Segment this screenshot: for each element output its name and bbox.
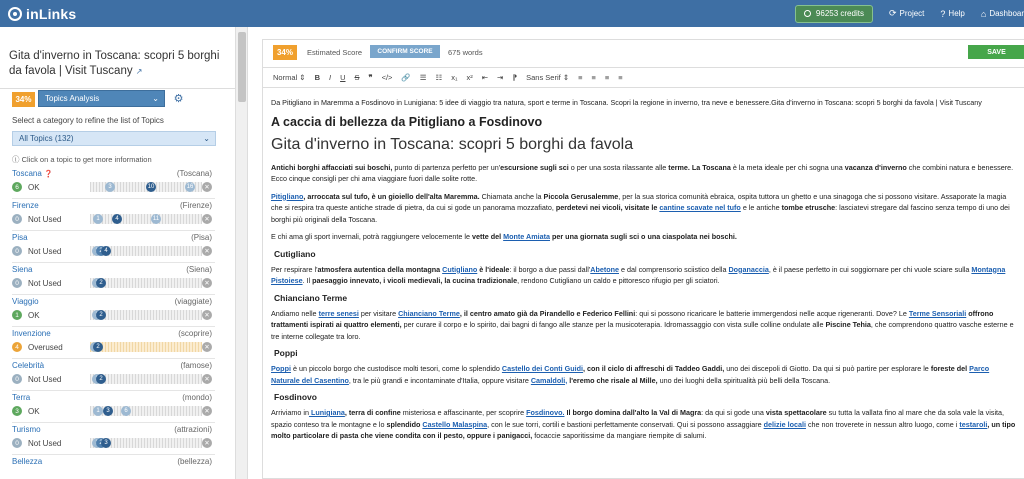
- topic-name[interactable]: Bellezza: [12, 457, 43, 466]
- topic-status: [12, 214, 61, 224]
- heading-3: Poppi: [274, 348, 298, 358]
- text-run: , arroccata sul tufo, è un gioiello dell'alta Maremma.: [303, 191, 480, 201]
- text-run: Per respirare l': [271, 264, 318, 274]
- credits-icon: [804, 10, 811, 17]
- updown-icon: ⇕: [562, 73, 570, 82]
- text-run: Andiamo nelle: [271, 308, 319, 318]
- gear-icon: ⚙: [173, 93, 184, 105]
- text-run: vette del: [471, 232, 504, 241]
- topic-name[interactable]: Pisa: [12, 233, 28, 242]
- remove-topic-icon[interactable]: ✕: [202, 214, 212, 224]
- content-link[interactable]: Fosdinovo.: [526, 408, 565, 417]
- help-icon[interactable]: ❓: [44, 171, 53, 178]
- topic-name[interactable]: Turismo: [12, 425, 41, 434]
- text-run: e le antiche: [740, 203, 782, 212]
- usage-scale: [90, 310, 202, 320]
- scale-marker: 3: [105, 182, 115, 192]
- text-run: per curare il corpo e lo spirito, dai bagni di fango alle stanze per la musicoterapia. Idromassaggio con vista sulle colline ondulate alle: [401, 320, 826, 329]
- subscript-icon[interactable]: x₁: [451, 73, 458, 82]
- scrollbar-thumb[interactable]: [238, 32, 246, 102]
- topic-name-text: Toscana: [12, 169, 42, 178]
- scale-marker: 2: [96, 310, 106, 320]
- content-link[interactable]: Terme Sensoriali: [908, 308, 967, 318]
- text-run: : qui si possono ricaricare le batterie immergendosi nelle acque rigeneranti. Dove? Le: [635, 308, 909, 318]
- nav-dashboard-label: Dashboar: [989, 9, 1024, 18]
- scale-marker: 2: [96, 374, 106, 384]
- topic-row[interactable]: [12, 295, 215, 327]
- editor-panel: [262, 39, 1024, 479]
- usage-count-badge: 0: [12, 278, 22, 288]
- usage-count-badge: 3: [12, 406, 22, 416]
- paragraph: [271, 308, 1019, 343]
- text-run: atmosfera autentica della montagna: [317, 264, 443, 274]
- scale-marker: 1: [93, 406, 103, 416]
- topic-keyword: (Toscana): [176, 169, 212, 178]
- topic-keyword: (viaggiate): [174, 297, 212, 306]
- text-run: per una giornata sugli sci o una ciaspolata nei boschi.: [550, 232, 737, 241]
- status-label: Not Used: [28, 374, 62, 384]
- divider: [0, 88, 236, 89]
- status-label: Not Used: [28, 438, 62, 448]
- blockquote-icon[interactable]: ❞: [368, 73, 373, 82]
- text-run: o per una sosta rilassante alle: [568, 162, 669, 172]
- external-link-icon[interactable]: ↗: [135, 67, 143, 76]
- inlinks-logo[interactable]: [8, 6, 76, 22]
- text-run: è l'ideale: [477, 264, 510, 274]
- bold-icon[interactable]: B: [314, 73, 320, 82]
- topic-row[interactable]: [12, 231, 215, 263]
- topic-name[interactable]: [12, 169, 53, 178]
- heading-3: Fosdinovo: [274, 392, 317, 402]
- text-run: : lasciatevi stregare dal fascino senza tempo di uno dei borghi più originali della Toscana.: [271, 203, 1010, 224]
- text-run: l'eremo che risale al Mille,: [567, 375, 658, 385]
- topic-keyword: (Firenze): [179, 201, 212, 210]
- status-label: Overused: [28, 342, 63, 352]
- status-label: Not Used: [28, 246, 62, 256]
- content-link[interactable]: Poppi: [271, 364, 291, 373]
- content-link[interactable]: Montagna Pistoiese: [271, 264, 1006, 285]
- status-label: OK: [28, 406, 40, 416]
- text-run: escursione sugli sci: [500, 162, 569, 172]
- text-run: per visitare: [358, 308, 399, 318]
- text-run: e dal comprensorio sciistico della: [619, 264, 729, 274]
- text-run: focaccie saporitissime da mangiare riempite di salumi.: [532, 431, 707, 440]
- content-link[interactable]: Castello dei Conti Guidi: [501, 364, 583, 373]
- text-run: splendido: [386, 419, 423, 429]
- topic-row[interactable]: [12, 359, 215, 391]
- paragraph: [271, 363, 1019, 386]
- usage-count-badge: 6: [12, 182, 22, 192]
- bullet-list-icon[interactable]: ☷: [435, 73, 443, 82]
- scale-marker: 3: [103, 406, 113, 416]
- align-center-icon[interactable]: ≡: [591, 73, 596, 82]
- usage-scale: [90, 214, 202, 224]
- category-select-value: All Topics (132): [19, 134, 74, 143]
- nav-help-label: Help: [948, 9, 965, 18]
- settings-gear-button[interactable]: [171, 90, 186, 107]
- topic-keyword: (scoprire): [178, 329, 212, 338]
- usage-scale: [90, 182, 202, 192]
- paragraph: [271, 231, 1019, 243]
- remove-topic-icon[interactable]: ✕: [202, 278, 212, 288]
- topic-status: [12, 246, 61, 256]
- topic-name[interactable]: Firenze: [12, 201, 39, 210]
- text-run: vacanza d'inverno: [844, 162, 907, 172]
- page-title: [9, 49, 227, 79]
- content-link[interactable]: cantine scavate nel tufo: [659, 203, 741, 212]
- content-link[interactable]: Camaldoli,: [530, 375, 568, 385]
- text-run: , tra le più grandi e incontaminate d'Italia, oppure visitare: [348, 375, 531, 385]
- font-select[interactable]: [526, 73, 569, 82]
- content-link[interactable]: terre senesi: [318, 308, 359, 318]
- content-link[interactable]: Pitigliano: [271, 191, 304, 201]
- analysis-select-label: Topics Analysis: [45, 94, 100, 103]
- text-run: che non troverete in nessun altro luogo, come i: [805, 419, 960, 429]
- paragraph: [271, 407, 1019, 442]
- text-run: paesaggio innevato, i vicoli medievali, la cucina tradizionale: [312, 276, 518, 285]
- topic-keyword: (famose): [180, 361, 212, 370]
- top-nav: [795, 0, 1024, 27]
- usage-scale: [90, 406, 202, 416]
- usage-count-badge: 1: [12, 310, 22, 320]
- heading-3: Chianciano Terme: [274, 292, 348, 303]
- text-run: vista spettacolare: [765, 408, 827, 417]
- text-run: , il centro amato già da Pirandello e Federico Fellini: [459, 308, 636, 318]
- nav-dashboard[interactable]: [981, 9, 1024, 19]
- usage-scale: [90, 374, 202, 384]
- usage-count-badge: 0: [12, 214, 22, 224]
- topic-keyword: (Pisa): [191, 233, 212, 242]
- remove-topic-icon[interactable]: ✕: [202, 310, 212, 320]
- topic-name[interactable]: Terra: [12, 393, 31, 402]
- topic-status: [12, 278, 61, 288]
- text-run: . Il: [302, 276, 313, 285]
- page-title-text: Gita d'inverno in Toscana: scopri 5 borghi da favola | Visit Tuscany: [9, 50, 220, 77]
- scale-marker: 3: [101, 438, 111, 448]
- code-icon[interactable]: </>: [381, 73, 393, 82]
- italic-icon[interactable]: I: [328, 73, 332, 82]
- word-count: 675 words: [448, 48, 483, 57]
- save-button[interactable]: SAVE: [968, 45, 1024, 59]
- heading-1: A caccia di bellezza da Pitigliano a Fosdinovo: [271, 114, 543, 129]
- score-badge: 34%: [12, 92, 35, 107]
- info-icon: ⓘ: [12, 155, 20, 164]
- content-link[interactable]: Parco Naturale del Casentino: [271, 364, 990, 385]
- analysis-select[interactable]: [38, 90, 165, 107]
- usage-scale: [90, 246, 202, 256]
- usage-count-badge: 0: [12, 246, 22, 256]
- scale-marker: 4: [112, 214, 122, 224]
- topic-status: [12, 342, 63, 352]
- text-run: , per la sua storica comunità ebraica, ospita tuttora un ghetto e una sinagoga che si possono visitare. Assaporate la magia che si respira tra queste antiche strade di pietra, da cui si gode un panorama mozzafiato,: [271, 191, 1007, 212]
- hint-label: Click on a topic to get more information: [21, 155, 152, 164]
- content-link[interactable]: Abetone: [590, 264, 619, 274]
- scale-marker: 16: [186, 184, 194, 190]
- content-link[interactable]: Monte Amiata: [503, 232, 550, 241]
- topic-row[interactable]: [12, 199, 215, 231]
- scale-marker: 2: [96, 278, 106, 288]
- usage-count-badge: 4: [12, 342, 22, 352]
- category-select[interactable]: [12, 131, 216, 146]
- status-label: Not Used: [28, 214, 62, 224]
- content-link[interactable]: Lunigiana: [308, 408, 345, 417]
- content-link[interactable]: Castello Malaspina: [422, 419, 488, 429]
- text-run: tombe etrusche: [781, 203, 836, 212]
- text-run: , con le sue torri, cortili e bastioni perfettamente conservati. Qui si possono assaggiare: [487, 419, 764, 429]
- text-direction-icon[interactable]: ⁋: [512, 73, 518, 82]
- text-run: , con il ciclo di affreschi di Taddeo Gaddi,: [583, 364, 725, 373]
- text-run: E chi ama gli sport invernali, potrà raggiungere velocemente le: [271, 232, 472, 241]
- text-run: : il borgo a due passi dall': [509, 264, 591, 274]
- text-run: Antichi borghi affacciati sui boschi,: [271, 162, 393, 172]
- topic-row[interactable]: [12, 391, 215, 423]
- superscript-icon[interactable]: x²: [466, 73, 473, 82]
- refine-label: Select a category to refine the list of Topics: [12, 116, 164, 125]
- text-run: Arriviamo in: [271, 408, 309, 417]
- text-run: , è il paese perfetto in cui soggiornare per chi vuole sciare sulla: [768, 264, 972, 274]
- text-run: , terra di confine: [344, 408, 401, 417]
- usage-count-badge: 0: [12, 438, 22, 448]
- text-run: è la meta ideale per chi sogna una: [730, 162, 845, 172]
- heading-3: Cutigliano: [274, 248, 316, 259]
- topic-keyword: (Siena): [186, 265, 212, 274]
- usage-scale: [90, 278, 202, 288]
- status-label: OK: [28, 182, 40, 192]
- text-run: è un piccolo borgo che custodisce molti tesori, come lo splendido: [290, 364, 502, 373]
- format-select-value: Normal: [273, 73, 298, 82]
- top-bar: [0, 0, 1024, 27]
- sidebar-scrollbar[interactable]: [236, 27, 248, 479]
- scale-marker: 2: [93, 342, 103, 352]
- logo-icon: [8, 7, 22, 21]
- text-run: terme.: [668, 162, 690, 172]
- remove-topic-icon[interactable]: ✕: [202, 182, 212, 192]
- text-run: su tutta la vallata fino al mare che da sola vale la visita, spazio conteso tra le montagne e lo: [271, 408, 1005, 429]
- paragraph: [271, 162, 1019, 185]
- underline-icon[interactable]: U: [340, 73, 346, 82]
- topic-row[interactable]: [12, 423, 215, 455]
- topic-row[interactable]: [12, 327, 215, 359]
- topic-keyword: (mondo): [182, 393, 212, 402]
- text-run: Piscine Tehia: [825, 320, 871, 329]
- confirm-score-button[interactable]: CONFIRM SCORE: [370, 45, 440, 58]
- usage-count-badge: 0: [12, 374, 22, 384]
- content-link[interactable]: delizie locali: [763, 419, 806, 429]
- chevron-down-icon: ⌄: [152, 94, 159, 103]
- sidebar: [0, 27, 236, 479]
- text-run: perdetevi nei vicoli, visitate le: [555, 203, 660, 212]
- app-name: inLinks: [26, 5, 77, 22]
- remove-topic-icon[interactable]: ✕: [202, 374, 212, 384]
- content-link[interactable]: Doganaccia: [728, 264, 769, 274]
- scale-marker: 1: [93, 214, 103, 224]
- paragraph: [271, 264, 1019, 287]
- nav-project-label: Project: [899, 9, 925, 18]
- outdent-icon[interactable]: ⇤: [481, 73, 489, 82]
- remove-topic-icon[interactable]: ✕: [202, 406, 212, 416]
- text-run: , rendono Cutigliano un caldo e pittoresco rifugio per gli sciatori.: [517, 276, 720, 285]
- text-run: , un tipo molto particolare di pasta che viene condita con il pesto, oppure i panigacci,: [271, 419, 1016, 440]
- topic-keyword: (attrazioni): [174, 425, 212, 434]
- text-run: offrono trattamenti ispirati ai quattro elementi,: [271, 308, 994, 329]
- heading-2: Gita d'inverno in Toscana: scopri 5 borghi da favola: [271, 135, 634, 153]
- text-run: Il borgo domina dall'alto la Val di Magra: [564, 408, 702, 417]
- topic-status: [12, 374, 61, 384]
- align-left-icon[interactable]: ≡: [578, 73, 583, 82]
- content-link[interactable]: Cutigliano: [442, 264, 478, 274]
- text-run: uno dei luoghi della spiritualità più belli della Toscana.: [657, 375, 831, 385]
- meta-description: Da Pitigliano in Maremma a Fosdinovo in Lunigiana: 5 idee di viaggio tra natura, sport e terme in Toscana. Scopri la regione in inverno, tra neve e benessere.Gita d'inverno in Toscana: scopri 5 borghi da favola | Visit Tuscany: [271, 98, 982, 107]
- text-run: che combini natura e benessere. Ecco cinque consigli per chi ama viaggiare fuori dalle solite rotte.: [271, 162, 1014, 183]
- status-label: Not Used: [28, 278, 62, 288]
- topic-row[interactable]: [12, 455, 215, 479]
- help-icon: ?: [940, 8, 946, 19]
- chevron-down-icon: ⌄: [203, 134, 210, 143]
- paragraph: [271, 191, 1019, 226]
- text-run: : da qui si gode una: [701, 408, 766, 417]
- status-label: OK: [28, 310, 40, 320]
- topic-row[interactable]: [12, 167, 215, 199]
- topic-name[interactable]: Siena: [12, 265, 33, 274]
- remove-topic-icon[interactable]: ✕: [202, 438, 212, 448]
- topic-name[interactable]: Viaggio: [12, 297, 39, 306]
- scale-marker: 11: [152, 216, 160, 222]
- text-run: foreste del: [930, 364, 970, 373]
- font-select-value: Sans Serif: [526, 73, 561, 82]
- usage-scale: [90, 438, 202, 448]
- topic-row[interactable]: [12, 263, 215, 295]
- editor-toolbar: [263, 67, 1024, 88]
- scale-marker: 4: [101, 246, 111, 256]
- format-select[interactable]: [273, 73, 306, 82]
- estimated-score-label: Estimated Score: [307, 48, 363, 57]
- remove-topic-icon[interactable]: ✕: [202, 342, 212, 352]
- nav-help[interactable]: [940, 9, 964, 19]
- strikethrough-icon[interactable]: S: [354, 73, 360, 82]
- editor-content[interactable]: [271, 97, 1019, 448]
- estimated-score-badge: 34%: [273, 45, 297, 60]
- link-icon[interactable]: 🔗: [401, 73, 411, 82]
- updown-icon: ⇕: [299, 73, 306, 82]
- content-link[interactable]: testaroli: [959, 419, 988, 429]
- scale-marker: 10: [147, 184, 155, 190]
- topic-status: [12, 182, 40, 192]
- topic-status: [12, 438, 61, 448]
- text-run: uno dei discepoli di Giotto. Da qui si può partire per esplorare le: [724, 364, 931, 373]
- topic-name[interactable]: Celebrità: [12, 361, 45, 370]
- text-run: misteriosa e affascinante, per scoprire: [400, 408, 527, 417]
- topic-name[interactable]: Invenzione: [12, 329, 51, 338]
- hint-text: [12, 154, 152, 165]
- credits-label: 96253 credits: [815, 9, 864, 18]
- refresh-icon: ⟳: [888, 8, 897, 18]
- align-right-icon[interactable]: ≡: [604, 73, 610, 82]
- remove-topic-icon[interactable]: ✕: [202, 246, 212, 256]
- ordered-list-icon[interactable]: ☰: [419, 73, 427, 82]
- text-run: , che comprendono quattro vasche esterne e tre interne collegate tra loro.: [271, 320, 1014, 341]
- text-run: Piccola Gerusalemme: [543, 191, 619, 201]
- text-run: punto di partenza perfetto per un': [392, 162, 501, 172]
- indent-icon[interactable]: ⇥: [497, 73, 504, 82]
- usage-scale: [90, 342, 202, 352]
- topic-status: [12, 406, 40, 416]
- text-run: La Toscana: [691, 162, 731, 172]
- scale-marker: 6: [121, 406, 131, 416]
- text-run: Chiamata anche la: [479, 191, 544, 201]
- content-link[interactable]: Chianciano Terme: [398, 308, 460, 318]
- nav-project[interactable]: [889, 8, 924, 19]
- credits-badge[interactable]: [795, 5, 873, 23]
- align-justify-icon[interactable]: ≡: [618, 73, 623, 82]
- home-icon: ⌂: [980, 8, 987, 19]
- topic-keyword: (bellezza): [177, 457, 212, 466]
- topic-status: [12, 310, 40, 320]
